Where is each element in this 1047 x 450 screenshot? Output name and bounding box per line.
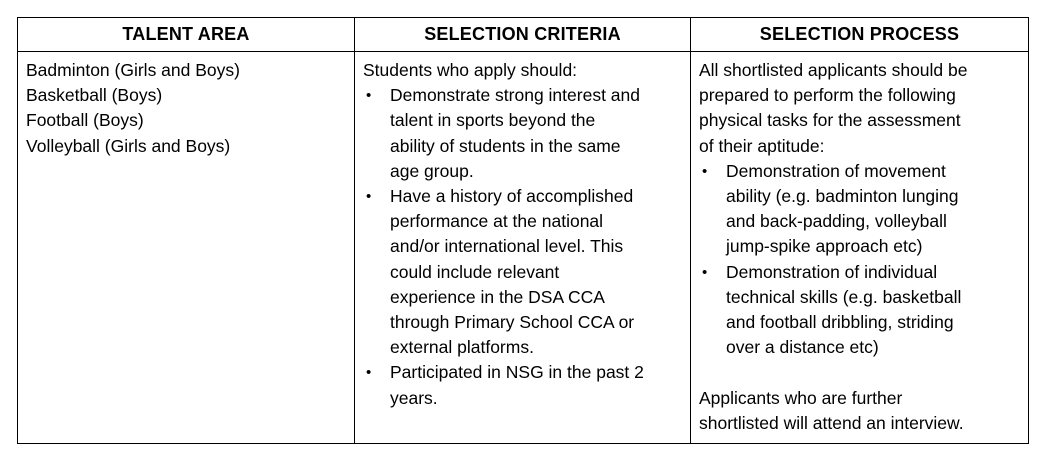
process-intro-line-3: physical tasks for the assessment bbox=[699, 110, 961, 131]
process-2-line-4: over a distance etc) bbox=[726, 337, 879, 358]
process-2-line-1: Demonstration of individual bbox=[726, 261, 938, 282]
talent-area-cell bbox=[18, 52, 355, 444]
list-item bbox=[363, 360, 684, 410]
bullet-icon: • bbox=[366, 364, 372, 382]
process-intro-line-2: prepared to perform the following bbox=[699, 85, 956, 106]
process-1-line-1: Demonstration of movement bbox=[726, 160, 946, 181]
bullet-icon: • bbox=[366, 87, 372, 105]
table-row bbox=[18, 52, 1029, 444]
criteria-2-line-1: Have a history of accomplished bbox=[390, 186, 634, 207]
criteria-2-line-3: and/or international level. This bbox=[390, 236, 624, 257]
criteria-intro: Students who apply should: bbox=[363, 60, 578, 80]
criteria-1-line-3: ability of students in the same bbox=[390, 135, 621, 156]
talent-item-basketball: Basketball (Boys) bbox=[26, 85, 163, 106]
criteria-2-line-5: experience in the DSA CCA bbox=[390, 286, 605, 307]
criteria-1-line-4: age group. bbox=[390, 160, 474, 181]
process-closing-line-1: Applicants who are further bbox=[699, 387, 903, 408]
process-2-line-3: and football dribbling, striding bbox=[726, 312, 954, 333]
selection-process-cell bbox=[691, 52, 1029, 444]
process-intro-line-1: All shortlisted applicants should be bbox=[699, 60, 968, 80]
criteria-1-line-2: talent in sports beyond the bbox=[390, 110, 596, 131]
criteria-list bbox=[363, 83, 684, 411]
bullet-icon: • bbox=[366, 188, 372, 206]
header-selection-criteria: SELECTION CRITERIA bbox=[355, 18, 691, 52]
criteria-2-line-7: external platforms. bbox=[390, 337, 534, 358]
process-list bbox=[699, 159, 1022, 361]
header-talent-area: TALENT AREA bbox=[18, 18, 355, 52]
criteria-1-line-1: Demonstrate strong interest and bbox=[390, 85, 640, 106]
criteria-2-line-4: could include relevant bbox=[390, 261, 560, 282]
selection-criteria-cell bbox=[355, 52, 691, 444]
criteria-3-line-2: years. bbox=[390, 387, 438, 408]
talent-item-badminton: Badminton (Girls and Boys) bbox=[26, 60, 240, 80]
criteria-2-line-6: through Primary School CCA or bbox=[390, 312, 635, 333]
process-1-line-2: ability (e.g. badminton lunging bbox=[726, 186, 959, 207]
list-item bbox=[699, 159, 1022, 260]
process-2-line-2: technical skills (e.g. basketball bbox=[726, 286, 962, 307]
bullet-icon: • bbox=[702, 162, 708, 180]
header-selection-process: SELECTION PROCESS bbox=[691, 18, 1029, 52]
list-item bbox=[363, 184, 684, 360]
process-closing-line-2: shortlisted will attend an interview. bbox=[699, 412, 964, 433]
list-item bbox=[699, 260, 1022, 361]
process-1-line-3: and back-padding, volleyball bbox=[726, 211, 947, 232]
bullet-icon: • bbox=[702, 263, 708, 281]
criteria-3-line-1: Participated in NSG in the past 2 bbox=[390, 362, 644, 383]
talent-item-football: Football (Boys) bbox=[26, 110, 144, 131]
criteria-2-line-2: performance at the national bbox=[390, 211, 604, 232]
paragraph-gap bbox=[699, 360, 1022, 385]
process-1-line-4: jump-spike approach etc) bbox=[726, 236, 923, 257]
table-header-row bbox=[18, 18, 1029, 52]
list-item bbox=[363, 83, 684, 184]
process-intro-line-4: of their aptitude: bbox=[699, 135, 825, 156]
dsa-selection-table bbox=[17, 17, 1029, 444]
talent-item-volleyball: Volleyball (Girls and Boys) bbox=[26, 135, 231, 156]
